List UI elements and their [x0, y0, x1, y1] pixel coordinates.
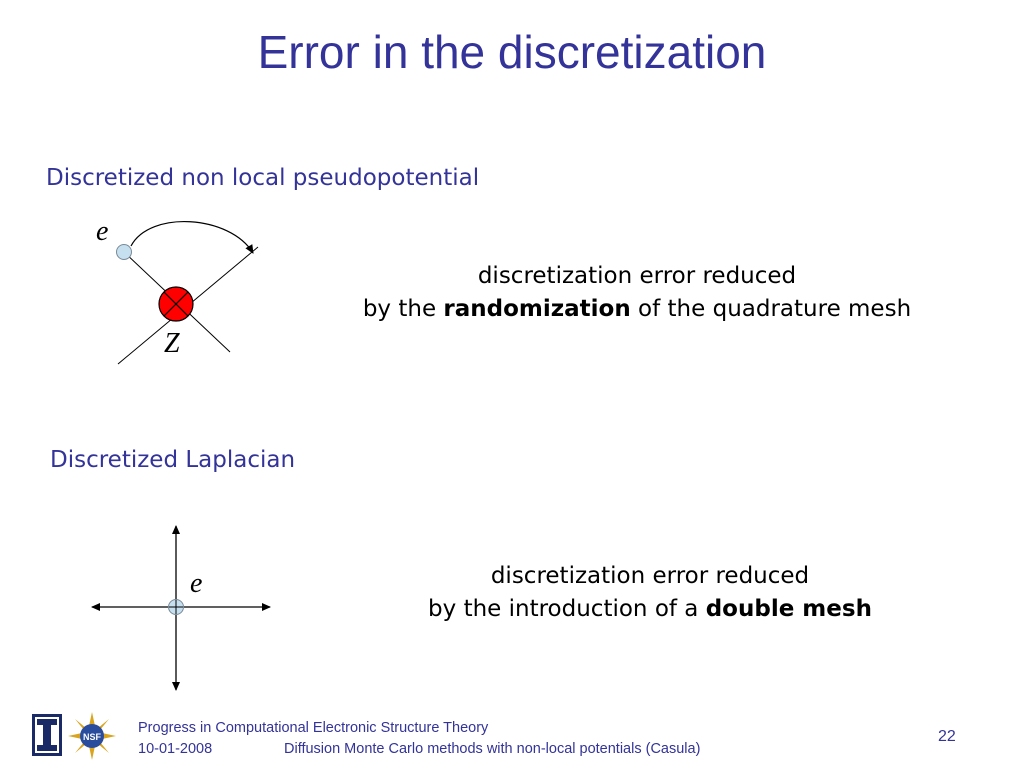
footer-talk-title: Diffusion Monte Carlo methods with non-local potentials (Casula): [284, 741, 701, 757]
section-heading-pseudopotential: Discretized non local pseudopotential: [46, 165, 480, 191]
double-mesh-caption: [340, 560, 960, 626]
section-heading-laplacian: Discretized Laplacian: [50, 447, 296, 473]
caption-bold-randomization: randomization: [443, 296, 631, 322]
page-number: 22: [938, 728, 956, 745]
footer-date: 10-01-2008: [138, 741, 213, 757]
double-mesh-caption-line2: [340, 593, 960, 626]
caption-bold-double-mesh: double mesh: [705, 596, 872, 622]
randomization-caption-line1: discretization error reduced: [477, 263, 797, 289]
caption2-prefix: by the introduction of a: [428, 596, 706, 622]
electron-label: e: [96, 216, 109, 247]
footer-conference: Progress in Computational Electronic Structure Theory: [138, 720, 489, 736]
university-i-logo-icon: [32, 714, 62, 756]
nsf-logo-text: NSF: [83, 732, 101, 742]
footer-text: [138, 718, 700, 760]
nsf-logo-icon: [68, 712, 116, 760]
slide-title: Error in the discretization: [257, 26, 767, 78]
caption-prefix: by the: [362, 296, 444, 322]
footer-line2: [138, 739, 700, 760]
laplacian-electron-label: e: [190, 568, 203, 599]
caption-suffix: of the quadrature mesh: [630, 296, 912, 322]
double-mesh-caption-line1: discretization error reduced: [490, 563, 810, 589]
nucleus-label: Z: [164, 328, 180, 359]
